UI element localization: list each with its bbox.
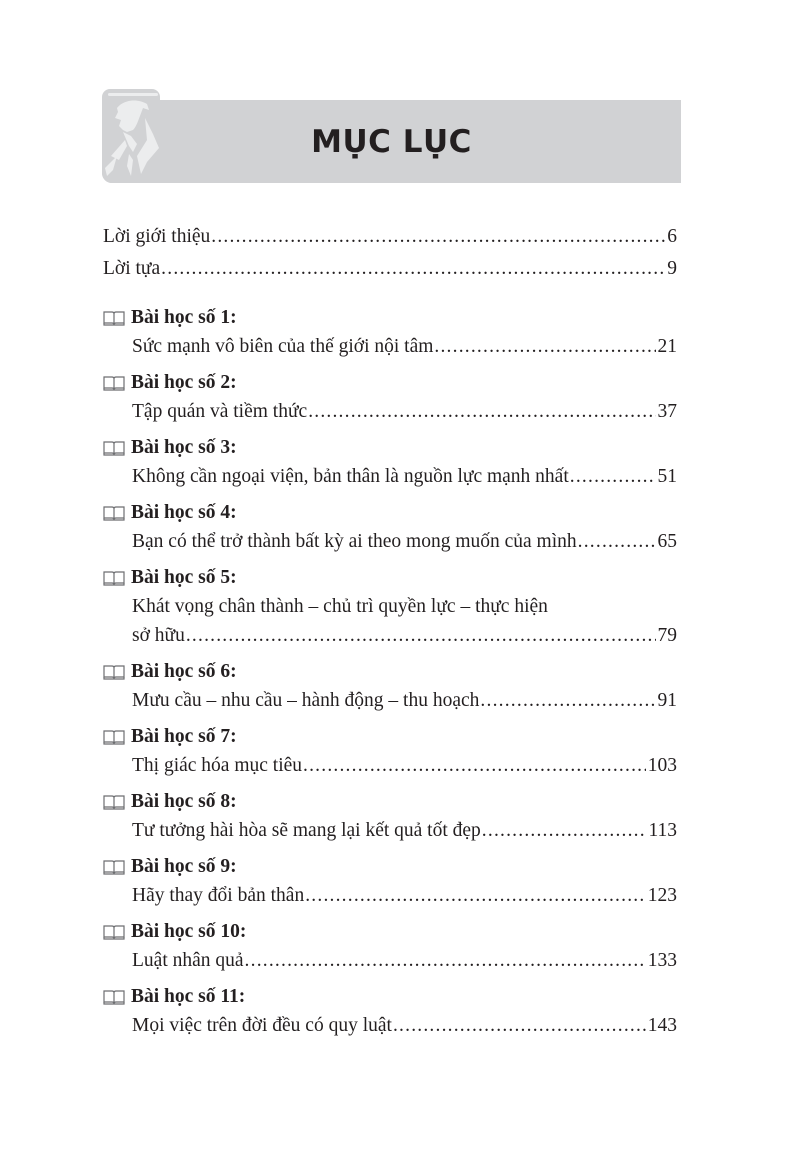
toc-lesson[interactable] <box>103 433 677 491</box>
toc-page-number: 37 <box>657 401 677 422</box>
dot-leader <box>480 686 655 715</box>
toc-page-number: 123 <box>647 885 677 906</box>
lesson-label: Bài học số 4: <box>131 502 237 523</box>
lesson-title: Mọi việc trên đời đều có quy luật <box>132 1015 392 1036</box>
lesson-title: Bạn có thể trở thành bất kỳ ai theo mong muốn của mình <box>132 531 577 552</box>
lesson-label: Bài học số 8: <box>131 791 237 812</box>
toc-page-number: 113 <box>648 820 677 841</box>
lesson-title: Sức mạnh vô biên của thế giới nội tâm <box>132 336 434 357</box>
lesson-label: Bài học số 10: <box>131 921 247 942</box>
toc-lesson[interactable] <box>103 303 677 361</box>
dot-leader <box>570 462 656 491</box>
lesson-title: Luật nhân quả <box>132 950 244 971</box>
dot-leader <box>211 222 665 251</box>
dot-leader <box>308 397 655 426</box>
toc-page-number: 6 <box>667 226 677 247</box>
lesson-title-line-1: Khát vọng chân thành – chủ trì quyền lực – thực hiện <box>132 596 548 617</box>
lesson-label: Bài học số 9: <box>131 856 237 877</box>
lesson-label: Bài học số 1: <box>131 307 237 328</box>
toc-lesson[interactable] <box>103 982 677 1040</box>
open-book-icon <box>103 924 125 940</box>
dot-leader <box>434 332 655 361</box>
dot-leader <box>482 816 647 845</box>
lesson-label: Bài học số 5: <box>131 567 237 588</box>
toc-page-number: 103 <box>647 755 677 776</box>
toc-lesson[interactable] <box>103 917 677 975</box>
open-book-icon <box>103 570 125 586</box>
lesson-title: Tập quán và tiềm thức <box>132 401 308 422</box>
toc-entry-title: Lời tựa <box>103 258 161 279</box>
toc-page-number: 91 <box>657 690 677 711</box>
lesson-title: Không cần ngoại viện, bản thân là nguồn lực mạnh nhất <box>132 466 569 487</box>
lesson-label: Bài học số 7: <box>131 726 237 747</box>
toc-lesson[interactable] <box>103 852 677 910</box>
toc-page-number: 9 <box>667 258 677 279</box>
toc-lesson[interactable] <box>103 657 677 715</box>
open-book-icon <box>103 310 125 326</box>
toc-page-number: 21 <box>657 336 677 357</box>
lesson-title: Tư tưởng hài hòa sẽ mang lại kết quả tốt đẹp <box>132 820 481 841</box>
toc-lesson[interactable] <box>103 498 677 556</box>
toc-lesson[interactable] <box>103 563 677 650</box>
open-book-icon <box>103 989 125 1005</box>
open-book-icon <box>103 440 125 456</box>
open-book-icon <box>103 664 125 680</box>
dot-leader <box>245 946 646 975</box>
toc-page-number: 51 <box>657 466 677 487</box>
dot-leader <box>578 527 656 556</box>
toc-entry-title: Lời giới thiệu <box>103 226 211 247</box>
toc-page-number: 133 <box>647 950 677 971</box>
lesson-title: sở hữu <box>132 625 185 646</box>
open-book-icon <box>103 729 125 745</box>
toc-entry-preface[interactable] <box>103 254 677 283</box>
dot-leader <box>186 621 656 650</box>
toc-lesson[interactable] <box>103 722 677 780</box>
table-of-contents <box>103 222 677 1047</box>
dot-leader <box>303 751 646 780</box>
lesson-list <box>103 303 677 1040</box>
toc-lesson[interactable] <box>103 368 677 426</box>
lesson-title: Hãy thay đổi bản thân <box>132 885 305 906</box>
lesson-label: Bài học số 11: <box>131 986 246 1007</box>
lesson-label: Bài học số 2: <box>131 372 237 393</box>
open-book-icon <box>103 505 125 521</box>
open-book-icon <box>103 859 125 875</box>
lesson-title: Mưu cầu – nhu cầu – hành động – thu hoạch <box>132 690 480 711</box>
open-book-icon <box>103 375 125 391</box>
page-title: MỤC LỤC <box>311 123 472 160</box>
open-book-icon <box>103 794 125 810</box>
lesson-label: Bài học số 6: <box>131 661 237 682</box>
lesson-title: Thị giác hóa mục tiêu <box>132 755 303 776</box>
toc-page-number: 65 <box>657 531 677 552</box>
dot-leader <box>161 254 665 283</box>
lesson-label: Bài học số 3: <box>131 437 237 458</box>
toc-lesson[interactable] <box>103 787 677 845</box>
toc-page-number: 79 <box>657 625 677 646</box>
dot-leader <box>393 1011 646 1040</box>
toc-page-number: 143 <box>647 1015 677 1036</box>
toc-entry-introduction[interactable] <box>103 222 677 251</box>
dot-leader <box>305 881 646 910</box>
